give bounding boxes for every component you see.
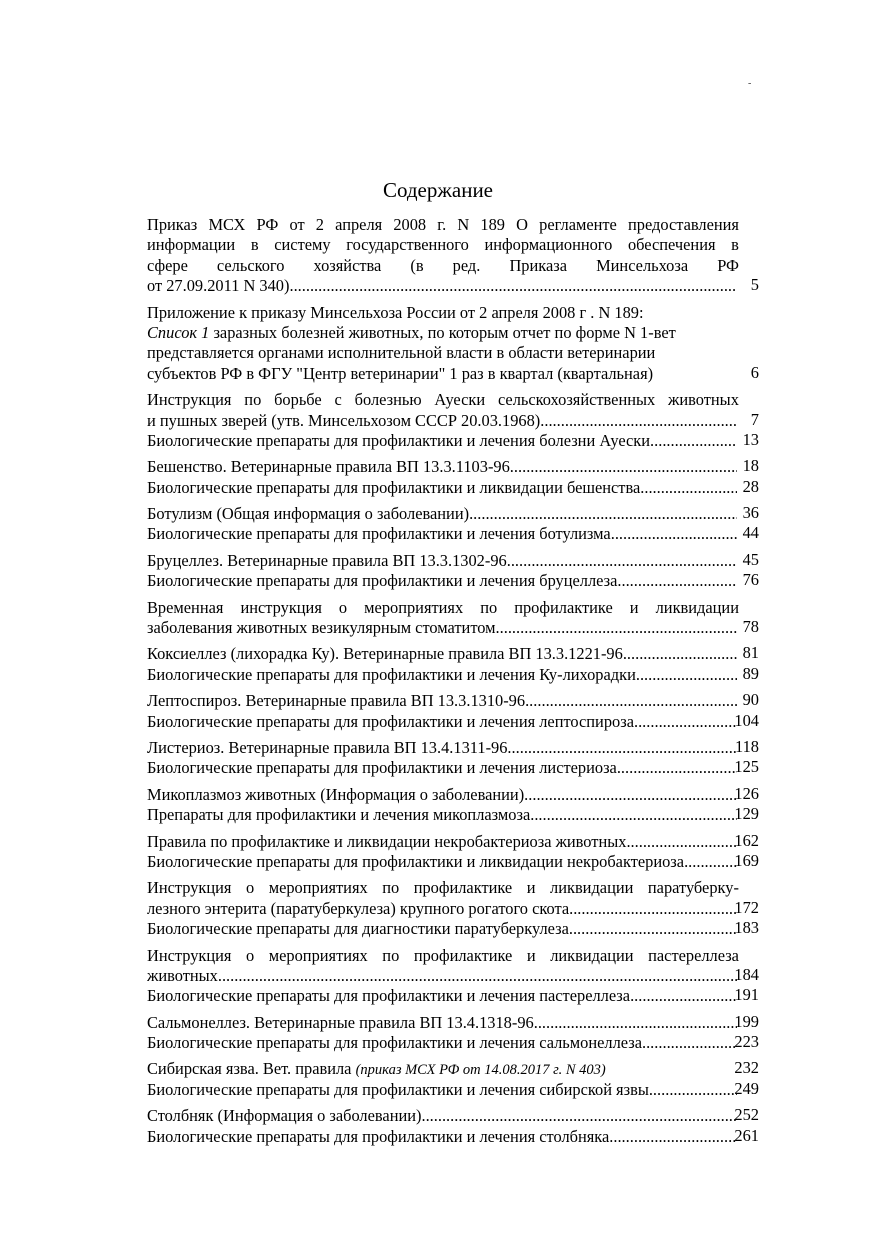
toc-entry[interactable] bbox=[147, 431, 761, 451]
toc-entry-line bbox=[147, 1106, 737, 1126]
toc-word: МСХ bbox=[208, 215, 246, 234]
toc-entry[interactable] bbox=[147, 504, 761, 524]
toc-word: с bbox=[334, 390, 342, 410]
toc-group bbox=[147, 551, 761, 592]
toc-entry-line bbox=[147, 323, 761, 343]
dot-leader bbox=[534, 1013, 737, 1033]
toc-page-number: 18 bbox=[742, 456, 759, 476]
toc-entry-text: Биологические препараты для профилактики и лечения бруцеллеза bbox=[147, 571, 618, 591]
toc-entry-line bbox=[147, 852, 737, 872]
dot-leader bbox=[640, 478, 737, 498]
dot-leader bbox=[617, 571, 737, 591]
toc-word: Приказа bbox=[509, 255, 567, 275]
toc-word: о bbox=[245, 878, 255, 898]
toc-page-number: 126 bbox=[734, 783, 759, 803]
toc-entry[interactable] bbox=[147, 598, 761, 639]
toc-word: по bbox=[244, 390, 262, 410]
toc-entry-line bbox=[147, 504, 737, 524]
toc-page-number: 89 bbox=[742, 663, 759, 683]
toc-word: предоставления bbox=[627, 215, 739, 234]
toc-group bbox=[147, 878, 761, 939]
toc-entry[interactable] bbox=[147, 691, 761, 711]
toc-entry-text: Бешенство. Ветеринарные правила ВП 13.3.1103-96 bbox=[147, 457, 510, 477]
toc-entry-line bbox=[147, 644, 737, 664]
toc-page-number: 191 bbox=[734, 985, 759, 1005]
toc-word: сфере bbox=[147, 255, 188, 275]
toc-entry-text: Список 1 заразных болезней животных, по которым отчет по форме N 1-вет bbox=[147, 322, 676, 342]
dot-leader bbox=[634, 712, 737, 732]
toc-word: Ауески bbox=[434, 390, 486, 410]
toc-group bbox=[147, 390, 761, 451]
toc-word: и bbox=[526, 878, 536, 898]
toc-entry-line bbox=[147, 431, 737, 451]
toc-word: мероприятиях bbox=[268, 878, 368, 898]
toc-word: Минсельхоза bbox=[596, 255, 689, 275]
toc-group bbox=[147, 457, 761, 498]
toc-word: государственного bbox=[346, 235, 469, 255]
toc-page-number: 81 bbox=[742, 643, 759, 663]
toc-entry-line bbox=[147, 691, 737, 711]
toc-page-number: 104 bbox=[734, 710, 759, 730]
toc-page-number: 125 bbox=[734, 757, 759, 777]
toc-word: по bbox=[382, 878, 400, 898]
toc-entry-text: животных bbox=[147, 965, 218, 985]
toc-word: РФ bbox=[717, 255, 739, 275]
toc-page-number: 6 bbox=[750, 362, 759, 382]
toc-word: животных bbox=[668, 390, 739, 410]
toc-word: РФ bbox=[256, 215, 279, 234]
toc-entry-line bbox=[147, 1080, 737, 1100]
toc-word: и bbox=[629, 597, 639, 617]
toc-page-number: 76 bbox=[742, 570, 759, 590]
dot-leader bbox=[649, 1080, 737, 1100]
toc-word: сельскохозяйственных bbox=[497, 390, 656, 410]
toc-word: по bbox=[382, 945, 400, 965]
toc-entry-line bbox=[147, 215, 739, 235]
toc-entry-line bbox=[147, 571, 737, 591]
toc-group bbox=[147, 644, 761, 685]
toc-entry[interactable] bbox=[147, 986, 761, 1006]
dot-leader bbox=[626, 832, 737, 852]
toc-entry-line bbox=[147, 832, 737, 852]
toc-word: о bbox=[338, 597, 348, 617]
dot-leader bbox=[496, 618, 737, 638]
dot-leader bbox=[630, 986, 737, 1006]
toc-entry-line bbox=[147, 1033, 737, 1053]
toc-group bbox=[147, 598, 761, 639]
toc-entry-line bbox=[147, 1013, 737, 1033]
toc-entry-line bbox=[147, 390, 739, 410]
toc-entry-text: Биологические препараты для профилактики и ликвидации некробактериоза bbox=[147, 851, 685, 871]
toc-word: Инструкция bbox=[147, 878, 232, 898]
toc-word: в bbox=[250, 235, 259, 255]
toc-page-number: 5 bbox=[750, 275, 759, 295]
toc-word: паратуберку- bbox=[647, 878, 739, 898]
dot-leader bbox=[684, 852, 737, 872]
toc-group bbox=[147, 1059, 761, 1100]
toc-entry-text: Листериоз. Ветеринарные правила ВП 13.4.1311-96 bbox=[147, 737, 508, 757]
toc-group bbox=[147, 832, 761, 873]
toc-page-number: 7 bbox=[750, 409, 759, 429]
toc-word: информационного bbox=[484, 235, 613, 255]
toc-word: Инструкция bbox=[147, 945, 232, 965]
toc-entry[interactable] bbox=[147, 946, 761, 987]
toc-entry-line bbox=[147, 805, 737, 825]
toc-entry-line bbox=[147, 235, 739, 255]
toc-entry[interactable] bbox=[147, 712, 761, 732]
toc-entry-line bbox=[147, 411, 737, 431]
toc-entry-line bbox=[147, 457, 737, 477]
toc-group bbox=[147, 504, 761, 545]
dot-leader bbox=[636, 665, 737, 685]
toc-word: сельского bbox=[216, 255, 285, 275]
toc-word: профилактике bbox=[413, 945, 513, 965]
toc-group bbox=[147, 1106, 761, 1147]
toc-entry[interactable] bbox=[147, 878, 761, 919]
toc-group bbox=[147, 1013, 761, 1054]
toc-word: по bbox=[480, 597, 498, 617]
toc-entry-line bbox=[147, 946, 739, 966]
toc-entry[interactable] bbox=[147, 832, 761, 852]
toc-entry[interactable] bbox=[147, 571, 761, 591]
toc-entry-text: Биологические препараты для профилактики и лечения Ку-лихорадки bbox=[147, 664, 636, 684]
toc-entry-line bbox=[147, 598, 739, 618]
dot-leader bbox=[569, 919, 737, 939]
toc-entry-line bbox=[147, 303, 761, 323]
toc-entry-text: лезного энтерита (паратуберкулеза) крупного рогатого скота bbox=[147, 898, 570, 918]
toc-entry-text: субъектов РФ в ФГУ "Центр ветеринарии" 1 раз в квартал (квартальная) bbox=[147, 363, 654, 383]
toc-word: 2008 bbox=[393, 215, 427, 234]
dot-leader bbox=[289, 276, 737, 296]
toc-italic-note: (приказ МСХ РФ от 14.08.2017 г. N 403) bbox=[355, 1062, 606, 1079]
toc-entry-line bbox=[147, 256, 739, 276]
toc-page-number: 78 bbox=[742, 617, 759, 637]
dot-leader bbox=[421, 1106, 737, 1126]
toc-entry-text: Сальмонеллез. Ветеринарные правила ВП 13.4.1318-96 bbox=[147, 1012, 534, 1032]
toc-word: борьбе bbox=[274, 390, 322, 410]
dot-leader bbox=[507, 551, 737, 571]
toc-word: N bbox=[457, 215, 470, 234]
toc-entry-text: Биологические препараты для профилактики и лечения ботулизма bbox=[147, 524, 611, 544]
toc-entry-text: Правила по профилактике и ликвидации некробактериоза животных bbox=[147, 831, 627, 851]
toc-page-number: 90 bbox=[742, 690, 759, 710]
toc-page-number: 183 bbox=[734, 918, 759, 938]
toc-page-number: 44 bbox=[742, 523, 759, 543]
toc-entry[interactable] bbox=[147, 1127, 761, 1147]
toc-group bbox=[147, 691, 761, 732]
toc-entry[interactable] bbox=[147, 1059, 761, 1079]
toc-page-number: 28 bbox=[742, 476, 759, 496]
toc-entry-line bbox=[147, 738, 737, 758]
toc-entry[interactable] bbox=[147, 457, 761, 477]
toc-entry-text: представляется органами исполнительной власти в области ветеринарии bbox=[147, 343, 656, 363]
toc-entry-text: Лептоспироз. Ветеринарные правила ВП 13.3.1310-96 bbox=[147, 691, 526, 711]
toc-word: профилактике bbox=[514, 597, 613, 617]
toc-entry-line bbox=[147, 1059, 737, 1079]
toc-entry-line bbox=[147, 524, 737, 544]
toc-entry-line bbox=[147, 785, 737, 805]
toc-word: ликвидации bbox=[550, 878, 634, 898]
toc-entry-line bbox=[147, 758, 737, 778]
page-title: Содержание bbox=[382, 178, 494, 202]
toc-entry-line bbox=[147, 986, 737, 1006]
toc-group bbox=[147, 303, 761, 385]
toc-entry-line bbox=[147, 878, 739, 898]
toc-entry[interactable] bbox=[147, 738, 761, 758]
toc-entry[interactable] bbox=[147, 1013, 761, 1033]
toc-entry[interactable] bbox=[147, 1033, 761, 1053]
toc-word: систему bbox=[274, 235, 331, 255]
dot-leader bbox=[469, 504, 737, 524]
toc-entry[interactable] bbox=[147, 852, 761, 872]
toc-entry[interactable] bbox=[147, 303, 761, 385]
dot-leader bbox=[617, 758, 737, 778]
toc-page-number: 232 bbox=[734, 1058, 759, 1078]
dot-leader bbox=[524, 785, 737, 805]
toc-page-number: 252 bbox=[734, 1105, 759, 1125]
dot-leader bbox=[218, 966, 737, 986]
toc-entry[interactable] bbox=[147, 524, 761, 544]
toc-page-number: 129 bbox=[734, 804, 759, 824]
dot-leader bbox=[650, 431, 737, 451]
toc-entry-text: Столбняк (Информация о заболевании) bbox=[147, 1106, 422, 1126]
toc-word: от bbox=[289, 215, 305, 234]
toc-entry-text: Биологические препараты для профилактики и лечения пастереллеза bbox=[147, 986, 631, 1006]
toc-group bbox=[147, 215, 761, 297]
table-of-contents bbox=[147, 215, 761, 1153]
toc-entry[interactable] bbox=[147, 215, 761, 297]
toc-page-number: 223 bbox=[734, 1032, 759, 1052]
toc-entry-text: Препараты для профилактики и лечения микоплазмоза bbox=[147, 805, 531, 825]
toc-word: обеспечения bbox=[627, 235, 716, 255]
dot-leader bbox=[569, 899, 737, 919]
toc-word: профилактике bbox=[413, 878, 513, 898]
dot-leader bbox=[530, 805, 737, 825]
toc-word: 189 bbox=[480, 215, 505, 234]
toc-entry-line bbox=[147, 899, 737, 919]
toc-page-number: 36 bbox=[742, 503, 759, 523]
toc-word: мероприятиях bbox=[268, 945, 368, 965]
toc-word: мероприятиях bbox=[364, 597, 464, 617]
toc-page-number: 184 bbox=[734, 964, 759, 984]
toc-entry[interactable] bbox=[147, 805, 761, 825]
toc-group bbox=[147, 738, 761, 779]
toc-entry-line bbox=[147, 276, 737, 296]
toc-word: хозяйства bbox=[313, 255, 382, 275]
toc-entry-text: заболевания животных везикулярным стоматитом bbox=[147, 618, 496, 638]
toc-word: 2 bbox=[315, 215, 324, 234]
dot-leader bbox=[642, 1033, 737, 1053]
toc-entry-line bbox=[147, 1127, 737, 1147]
dot-leader bbox=[510, 457, 737, 477]
toc-entry-text: Биологические препараты для профилактики и лечения листериоза bbox=[147, 758, 617, 778]
toc-entry[interactable] bbox=[147, 1080, 761, 1100]
toc-word: инструкция bbox=[240, 597, 322, 617]
toc-word: ликвидации bbox=[550, 945, 634, 965]
toc-entry-text: и пушных зверей (утв. Минсельхозом СССР 20.03.1968) bbox=[147, 410, 541, 430]
toc-entry-text: Биологические препараты для профилактики и лечения болезни Ауески bbox=[147, 430, 651, 450]
dot-leader bbox=[609, 1127, 737, 1147]
dot-leader bbox=[540, 411, 737, 431]
toc-page-number: 45 bbox=[742, 549, 759, 569]
toc-group bbox=[147, 785, 761, 826]
toc-entry-line bbox=[147, 712, 737, 732]
toc-entry-text: Биологические препараты для профилактики и лечения сибирской язвы bbox=[147, 1079, 649, 1099]
toc-word: ликвидации bbox=[655, 597, 739, 617]
toc-entry-text: Микоплазмоз животных (Информация о заболевании) bbox=[147, 784, 525, 804]
toc-word: (в bbox=[410, 255, 424, 275]
toc-entry[interactable] bbox=[147, 785, 761, 805]
dot-leader bbox=[611, 524, 737, 544]
toc-entry[interactable] bbox=[147, 478, 761, 498]
toc-word: в bbox=[731, 235, 739, 255]
toc-entry-text: Сибирская язва. Вет. правила (приказ МСХ РФ от 14.08.2017 г. N 403) bbox=[147, 1059, 606, 1079]
toc-entry-text: Биологические препараты для профилактики и лечения лептоспироза bbox=[147, 711, 634, 731]
toc-entry-line bbox=[147, 343, 761, 363]
toc-entry[interactable] bbox=[147, 919, 761, 939]
toc-entry-text: Приложение к приказу Минсельхоза России от 2 апреля 2008 г . N 189: bbox=[147, 302, 644, 322]
toc-entry-line bbox=[147, 551, 737, 571]
toc-word: регламенте bbox=[539, 215, 617, 234]
toc-entry-line bbox=[147, 364, 761, 384]
toc-page-number: 199 bbox=[734, 1011, 759, 1031]
toc-entry-text: от 27.09.2011 N 340) bbox=[147, 276, 290, 296]
toc-page-number: 169 bbox=[734, 850, 759, 870]
toc-group bbox=[147, 946, 761, 1007]
toc-page-number: 261 bbox=[734, 1125, 759, 1145]
toc-word: о bbox=[246, 945, 255, 965]
toc-word: ред. bbox=[452, 255, 481, 275]
toc-entry-text: Биологические препараты для диагностики паратуберкулеза bbox=[147, 919, 569, 939]
toc-page-number: 172 bbox=[734, 897, 759, 917]
toc-entry[interactable] bbox=[147, 390, 761, 431]
toc-entry[interactable] bbox=[147, 551, 761, 571]
toc-word: г. bbox=[437, 215, 447, 234]
toc-page-number: 13 bbox=[742, 429, 759, 449]
toc-word: Приказ bbox=[147, 215, 198, 234]
dot-leader bbox=[525, 691, 737, 711]
toc-word: О bbox=[516, 215, 528, 234]
toc-page-number: 249 bbox=[734, 1078, 759, 1098]
toc-entry-line bbox=[147, 665, 737, 685]
toc-entry-text: Биологические препараты для профилактики и ликвидации бешенства bbox=[147, 477, 641, 497]
toc-word: и bbox=[526, 945, 536, 965]
toc-entry[interactable] bbox=[147, 1106, 761, 1126]
toc-entry-text: Биологические препараты для профилактики и лечения столбняка bbox=[147, 1126, 610, 1146]
toc-word: информации bbox=[147, 235, 236, 255]
toc-entry[interactable] bbox=[147, 758, 761, 778]
toc-entry-line bbox=[147, 919, 737, 939]
toc-word: Временная bbox=[147, 597, 224, 617]
toc-entry-text: Ботулизм (Общая информация о заболевании) bbox=[147, 504, 470, 524]
toc-entry-line bbox=[147, 966, 737, 986]
toc-entry[interactable] bbox=[147, 665, 761, 685]
corner-mark: - bbox=[748, 78, 752, 89]
toc-word: Инструкция bbox=[147, 390, 232, 410]
toc-entry-text: Бруцеллез. Ветеринарные правила ВП 13.3.1302-96 bbox=[147, 550, 507, 570]
toc-page-number: 118 bbox=[735, 736, 759, 756]
toc-word: пастереллеза bbox=[648, 945, 739, 965]
toc-entry[interactable] bbox=[147, 644, 761, 664]
toc-entry-text: Коксиеллез (лихорадка Ку). Ветеринарные правила ВП 13.3.1221-96 bbox=[147, 644, 623, 664]
toc-page-number: 162 bbox=[734, 830, 759, 850]
toc-entry-line bbox=[147, 478, 737, 498]
toc-word: болезнью bbox=[354, 390, 422, 410]
toc-italic-text: Список 1 bbox=[147, 322, 210, 342]
dot-leader bbox=[507, 738, 737, 758]
toc-entry-line bbox=[147, 618, 737, 638]
toc-word: апреля bbox=[335, 215, 383, 234]
toc-entry-text: Биологические препараты для профилактики и лечения сальмонеллеза bbox=[147, 1033, 642, 1053]
dot-leader bbox=[623, 644, 737, 664]
